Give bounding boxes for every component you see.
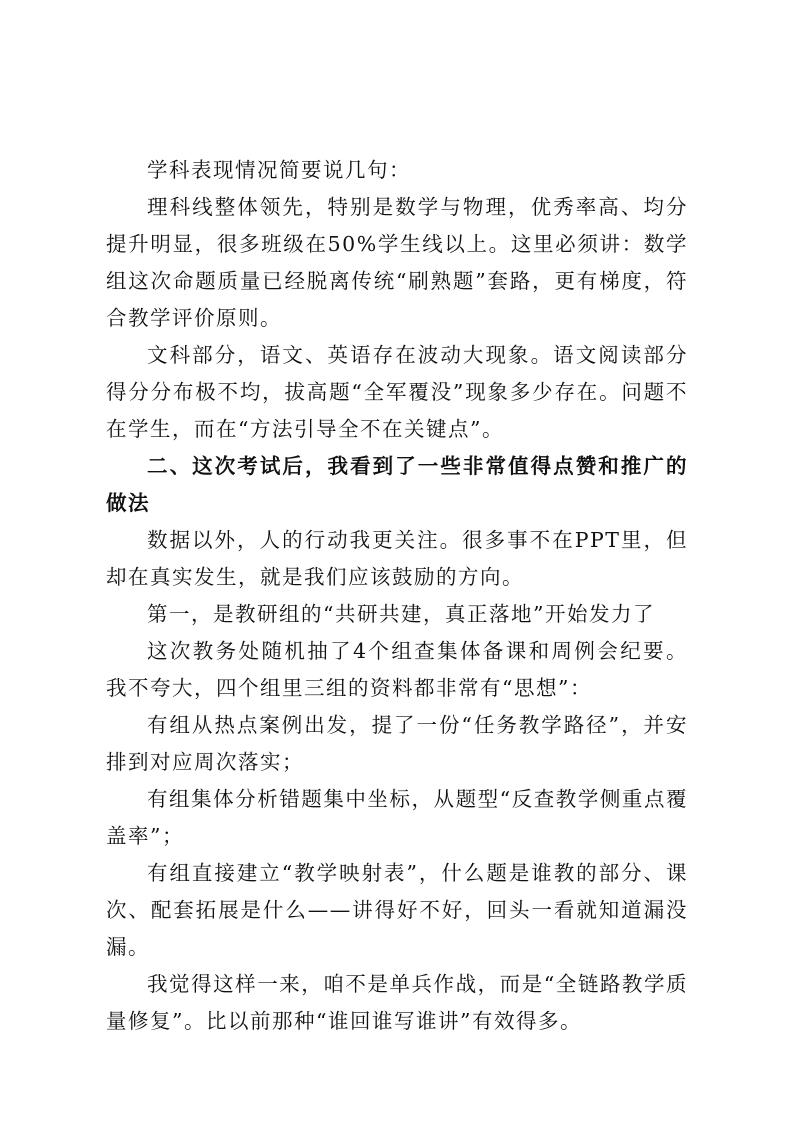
paragraph-group-errors: 有组集体分析错题集中坐标，从题型“反查教学侧重点覆盖率”； bbox=[106, 787, 688, 848]
paragraph-inspection: 这次教务处随机抽了4个组查集体备课和周例会纪要。我不夸大，四个组里三组的资料都非常有“思想”： bbox=[106, 639, 688, 700]
section-heading-2: 二、这次考试后，我看到了一些非常值得点赞和推广的做法 bbox=[106, 454, 688, 515]
paragraph-subject-intro: 学科表现情况简要说几句： bbox=[147, 158, 411, 182]
paragraph-actions-intro: 数据以外，人的行动我更关注。很多事不在PPT里，但却在真实发生，就是我们应该鼓励的方向。 bbox=[106, 528, 688, 589]
paragraph-conclusion: 我觉得这样一来，咱不是单兵作战，而是“全链路教学质量修复”。比以前那种“谁回谁写谁讲”有效得多。 bbox=[106, 972, 688, 1033]
paragraph-group-mapping: 有组直接建立“教学映射表”，什么题是谁教的部分、课次、配套拓展是什么——讲得好不好，回头一看就知道漏没漏。 bbox=[106, 861, 688, 959]
paragraph-group-case: 有组从热点案例出发，提了一份“任务教学路径”，并安排到对应周次落实； bbox=[106, 713, 688, 774]
paragraph-science: 理科线整体领先，特别是数学与物理，优秀率高、均分提升明显，很多班级在50%学生线以上。这里必须讲：数学组这次命题质量已经脱离传统“刷熟题”套路，更有梯度，符合教学评价原则。 bbox=[106, 195, 688, 330]
document-body bbox=[106, 152, 688, 1040]
paragraph-liberal-arts: 文科部分，语文、英语存在波动大现象。语文阅读部分得分分布极不均，拔高题“全军覆没”现象多少存在。问题不在学生，而在“方法引导全不在关键点”。 bbox=[106, 343, 688, 441]
paragraph-first-point: 第一，是教研组的“共研共建，真正落地”开始发力了 bbox=[147, 602, 655, 626]
